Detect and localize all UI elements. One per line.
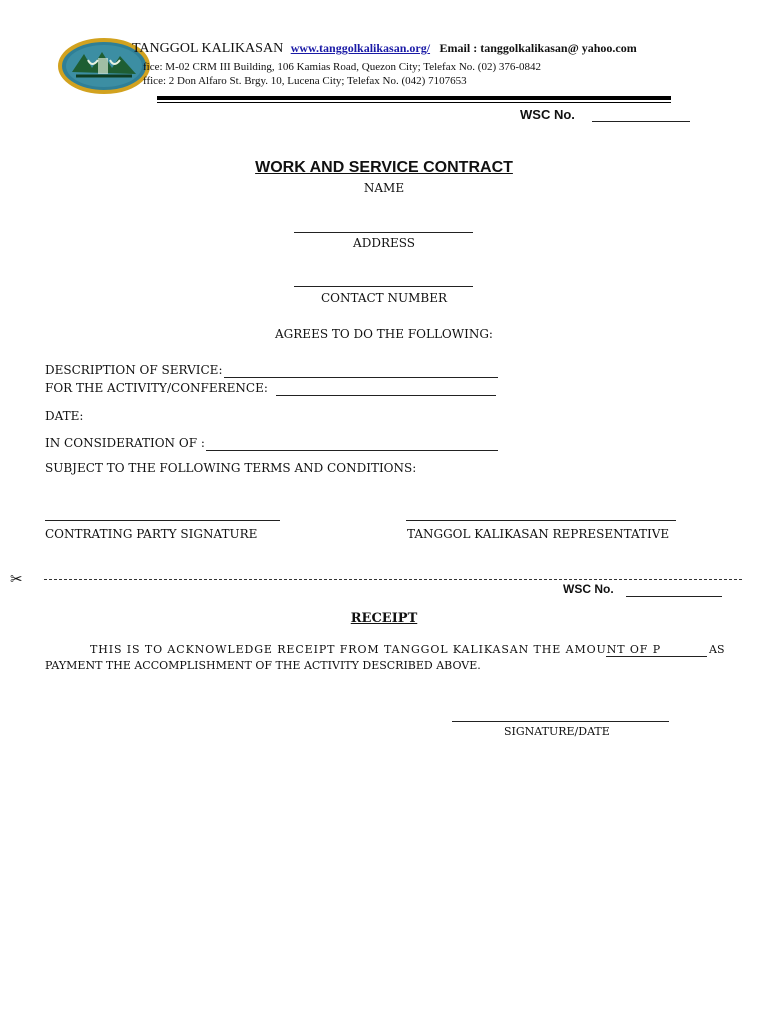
header-divider-thin xyxy=(157,102,671,103)
contact-number-label: CONTACT NUMBER xyxy=(320,291,448,305)
header-divider xyxy=(157,96,671,100)
email-text: Email : tanggolkalikasan@ yahoo.com xyxy=(439,41,637,55)
party-signature-line[interactable] xyxy=(45,520,280,521)
receipt-body-line-1-suffix: AS xyxy=(709,643,725,656)
representative-label: TANGGOL KALIKASAN REPRESENTATIVE xyxy=(407,527,670,541)
terms-conditions-label: SUBJECT TO THE FOLLOWING TERMS AND CONDITIONS: xyxy=(45,461,417,475)
date-label: DATE: xyxy=(45,409,84,423)
contract-title: WORK AND SERVICE CONTRACT xyxy=(255,159,513,176)
wsc-number-label: WSC No. xyxy=(520,107,575,122)
description-of-service-label: DESCRIPTION OF SERVICE: xyxy=(45,363,223,377)
consideration-field[interactable] xyxy=(206,450,498,451)
wsc-number-field[interactable] xyxy=(592,121,690,122)
website-link[interactable]: www.tanggolkalikasan.org/ xyxy=(290,41,431,55)
receipt-title: RECEIPT xyxy=(350,611,418,626)
receipt-body-line-1: THIS IS TO ACKNOWLEDGE RECEIPT FROM TANGGOL KALIKASAN THE AMOUNT OF P xyxy=(90,643,661,656)
name-field[interactable] xyxy=(294,232,473,233)
cut-line xyxy=(44,579,742,580)
scissors-icon: ✂ xyxy=(10,570,23,588)
address-field[interactable] xyxy=(294,286,473,287)
description-of-service-field[interactable] xyxy=(224,377,498,378)
office-address-2: ffice: 2 Don Alfaro St. Brgy. 10, Lucena City; Telefax No. (042) 7107653 xyxy=(143,75,467,87)
receipt-body-line-2: PAYMENT THE ACCOMPLISHMENT OF THE ACTIVITY DESCRIBED ABOVE. xyxy=(45,659,481,672)
office-address-1: fice: M-02 CRM III Building, 106 Kamias Road, Quezon City; Telefax No. (02) 376-0842 xyxy=(143,61,542,73)
receipt-wsc-number-field[interactable] xyxy=(626,596,722,597)
address-label: ADDRESS xyxy=(353,236,415,250)
name-label: NAME xyxy=(363,181,405,195)
agrees-label: AGREES TO DO THE FOLLOWING: xyxy=(275,327,493,341)
consideration-label: IN CONSIDERATION OF : xyxy=(45,436,205,450)
activity-conference-label: FOR THE ACTIVITY/CONFERENCE: xyxy=(45,381,268,395)
receipt-signature-label: SIGNATURE/DATE xyxy=(504,725,610,738)
header-line-1 xyxy=(132,41,637,57)
party-signature-label: CONTRATING PARTY SIGNATURE xyxy=(45,527,258,541)
receipt-amount-field[interactable] xyxy=(606,656,707,657)
org-name: TANGGOL KALIKASAN xyxy=(132,41,284,56)
receipt-signature-line[interactable] xyxy=(452,721,669,722)
representative-signature-line[interactable] xyxy=(406,520,676,521)
activity-conference-field[interactable] xyxy=(276,395,496,396)
receipt-wsc-number-label: WSC No. xyxy=(563,582,614,596)
